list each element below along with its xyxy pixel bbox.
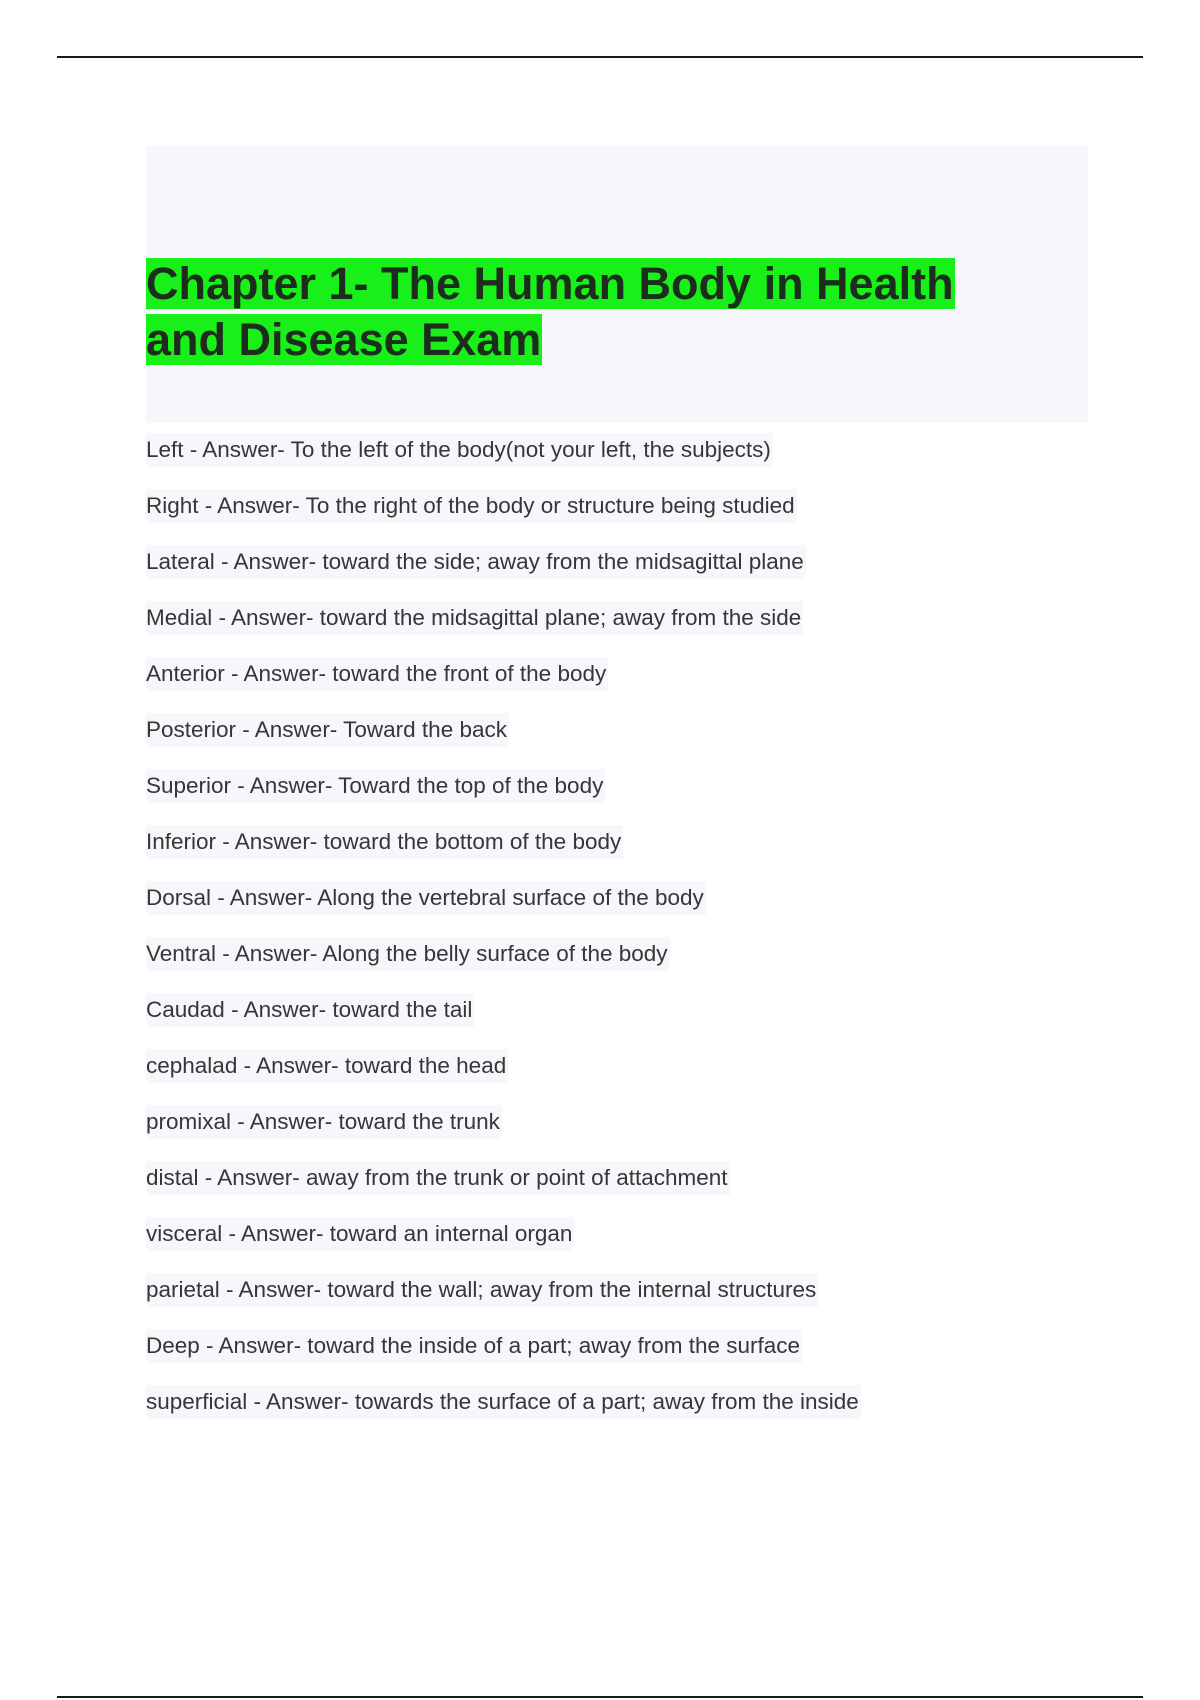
term-text: cephalad - Answer- toward the head: [146, 1049, 508, 1083]
list-item: [146, 1038, 861, 1094]
bottom-rule: [57, 1696, 1143, 1698]
term-text: Medial - Answer- toward the midsagittal plane; away from the side: [146, 601, 803, 635]
term-text: Deep - Answer- toward the inside of a part; away from the surface: [146, 1329, 802, 1363]
list-item: [146, 534, 861, 590]
term-text: Superior - Answer- Toward the top of the body: [146, 769, 605, 803]
list-item: [146, 758, 861, 814]
list-item: [146, 814, 861, 870]
term-text: Left - Answer- To the left of the body(not your left, the subjects): [146, 433, 773, 467]
term-text: Dorsal - Answer- Along the vertebral surface of the body: [146, 881, 706, 915]
top-rule: [57, 56, 1143, 58]
term-text: Caudad - Answer- toward the tail: [146, 993, 474, 1027]
list-item: [146, 1262, 861, 1318]
list-item: [146, 926, 861, 982]
list-item: [146, 478, 861, 534]
term-text: Anterior - Answer- toward the front of the body: [146, 657, 608, 691]
list-item: [146, 982, 861, 1038]
list-item: [146, 646, 861, 702]
list-item: [146, 1206, 861, 1262]
term-text: Lateral - Answer- toward the side; away from the midsagittal plane: [146, 545, 806, 579]
list-item: [146, 590, 861, 646]
list-item: [146, 1094, 861, 1150]
term-text: Ventral - Answer- Along the belly surface of the body: [146, 937, 670, 971]
term-text: superficial - Answer- towards the surface of a part; away from the inside: [146, 1385, 861, 1419]
term-text: visceral - Answer- toward an internal organ: [146, 1217, 574, 1251]
page-title: [146, 256, 1046, 368]
term-text: distal - Answer- away from the trunk or point of attachment: [146, 1161, 730, 1195]
title-highlight: Chapter 1- The Human Body in Health and Disease Exam: [146, 258, 954, 365]
term-text: parietal - Answer- toward the wall; away from the internal structures: [146, 1273, 818, 1307]
list-item: [146, 702, 861, 758]
list-item: [146, 1374, 861, 1430]
term-list: [146, 422, 861, 1430]
list-item: [146, 870, 861, 926]
list-item: [146, 422, 861, 478]
term-text: Inferior - Answer- toward the bottom of the body: [146, 825, 623, 859]
term-text: promixal - Answer- toward the trunk: [146, 1105, 502, 1139]
term-text: Posterior - Answer- Toward the back: [146, 713, 509, 747]
list-item: [146, 1150, 861, 1206]
list-item: [146, 1318, 861, 1374]
term-text: Right - Answer- To the right of the body or structure being studied: [146, 489, 797, 523]
